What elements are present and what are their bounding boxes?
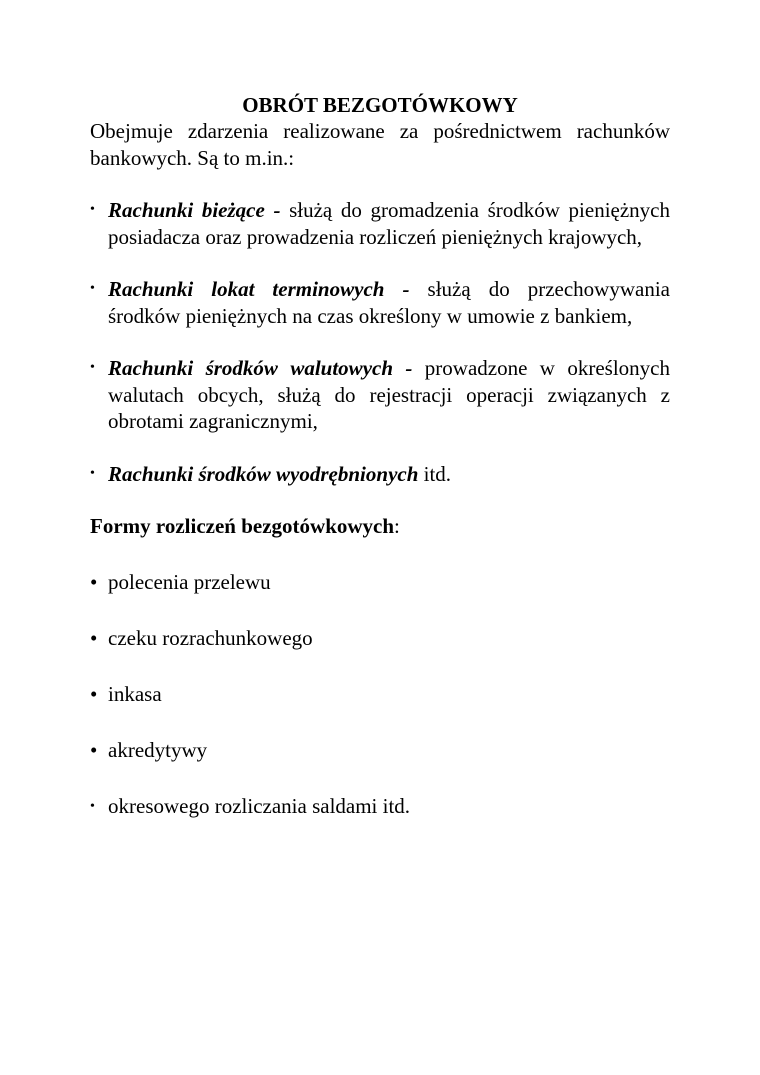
bullet-icon: • [90,465,95,481]
bullet-icon: • [90,281,95,296]
account-term: Rachunki bieżące [108,198,265,222]
document-page [90,92,670,820]
list-item [90,461,670,488]
intro-paragraph: Obejmuje zdarzenia realizowane za pośrednictwem rachunków bankowych. Są to m.in.: [90,119,670,170]
bullet-icon: • [90,570,98,594]
bullet-icon: • [90,682,98,706]
list-item [90,793,670,820]
account-term: Rachunki środków wyodrębnionych [108,461,419,486]
list-item [90,681,670,708]
account-description: służą do przechowywania środków pieniężnych na czas określony w umowie z bankiem, [108,277,670,328]
account-description: służą do gromadzenia środków pieniężnych posiadacza oraz prowadzenia rozliczeń pieniężnych krajowych, [108,198,670,249]
term-separator: - [384,277,428,301]
bullet-icon: • [90,799,95,814]
payment-forms-list [90,569,670,820]
term-separator: - [393,356,425,380]
list-item [90,737,670,764]
bullet-icon: • [90,360,95,375]
document-title: OBRÓT BEZGOTÓWKOWY [242,93,518,117]
forms-heading [90,513,670,540]
list-item [90,625,670,652]
form-label: czeku rozrachunkowego [108,626,313,650]
list-item [90,276,670,329]
list-item [90,197,670,250]
bullet-icon: • [90,202,95,217]
form-label: polecenia przelewu [108,570,271,594]
term-separator: - [264,198,290,222]
account-description: prowadzone w określonych walutach obcych, służą do rejestracji operacji związanych z obrotami zagranicznymi, [108,356,671,433]
account-term: Rachunki lokat terminowych [108,277,385,301]
bullet-icon: • [90,738,98,762]
form-label: inkasa [108,682,162,706]
account-types-list [90,197,670,487]
form-label: akredytywy [108,738,208,762]
account-term: Rachunki środków walutowych [108,356,394,380]
forms-heading-text: Formy rozliczeń bezgotówkowych [90,514,395,538]
form-label: okresowego rozliczania saldami itd. [108,794,411,818]
forms-heading-colon: : [394,514,400,538]
list-item [90,355,670,435]
list-item [90,569,670,596]
account-description: itd. [423,461,452,486]
bullet-icon: • [90,626,98,650]
